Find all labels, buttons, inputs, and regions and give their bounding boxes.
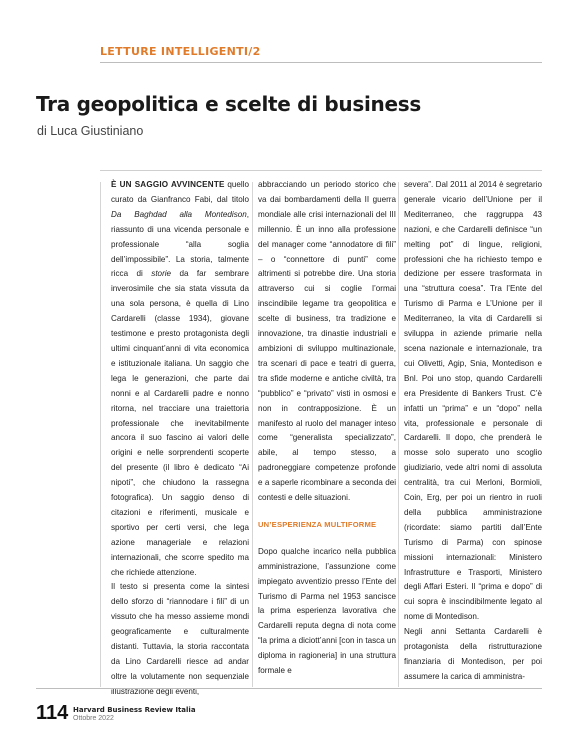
paragraph-text: quello curato da Gianfranco Fabi, dal titolo	[111, 180, 249, 204]
section-kicker	[100, 42, 542, 63]
bottom-divider	[36, 688, 542, 689]
paragraph: Dopo qualche incarico nella pubblica amministrazione, l’assunzione come impiegato avventizio presso l’Ente del Turismo di Parma nel 1953 sancisce la prima esperienza lavorativa che Cardarelli reputa degna di nota come “la prima a diciott’anni [con in tasca un diploma in ragioneria] in una struttura formale e	[258, 546, 396, 676]
subheading: UN’ESPERIENZA MULTIFORME	[258, 519, 377, 529]
paragraph-text: da far sembrare inverosimile che sia stata vissuta da una sola persona, è quella di Lino Cardarelli (classe 1934), giovane testimone e presto protagonista degli ultimi cinquant’anni di vita economica e istituzionale italiana. Un saggio che lega le generazioni, che parte dai nonni e al Cardarelli padre e nonno ritorna, nel tracciare una traiettoria professionale che inevitabilmente ancora il suo fascino ai valori delle origini e nelle sorprendenti scoperte del presente (il libro è dedicato “Ai nipoti”, che chiudono la rassegna fotografica). Un saggio denso di citazioni e riferimenti, musicale e sportivo per certi versi, che lega azione manageriale e relazioni internazionali, che scorre spedito ma che richiede attenzione.	[111, 269, 249, 577]
page-number: 114	[36, 702, 69, 724]
paragraph	[111, 178, 249, 580]
paragraph: Negli anni Settanta Cardarelli è protagonista della ristrutturazione finanziaria di Montedison, per poi assumere la carica di amministra-	[404, 627, 542, 681]
top-divider	[100, 170, 542, 171]
kicker-label: LETTURE INTELLIGENTI/2	[100, 45, 261, 58]
column-divider	[398, 182, 399, 687]
text-column-2	[258, 178, 396, 679]
paragraph: severa”. Dal 2011 al 2014 è segretario generale vicario dell’Unione per il Mediterraneo, che raggruppa 43 nazioni, e che Cardarelli definisce “un melting pot” di lingue, religioni, professioni che ha richiesto tempo e dedizione per essere trasformata in una “struttura coesa”. Tra l’Ente del Turismo di Parma e L’Unione per il Mediterraneo, la vita di Cardarelli si sviluppa in aziende primarie nella scena nazionale e internazionale, tra cui Olivetti, Agip, Snia, Montedison e Bnl. Poi uno stop, quando Cardarelli era Presidente di Bankers Trust. C’è infatti un “prima” e un “dopo” nella vita, professionale e personale di Cardarelli. Il dopo, che prenderà le mosse solo superato uno scoglio giudiziario, vede altri nomi di assoluta centralità, tra cui Merloni, Bormioli, Coin, Erg, per poi un rientro in ruoli della pubblica amministrazione (ricordate: siamo partiti dall’Ente Turismo di Parma) con spinose missioni internazionali: Ministero Infrastrutture e Trasporti, Ministero degli Affari Esteri. Il “prima e dopo” di cui sopra è inscindibilmente legato al nome di Montedison.	[404, 180, 542, 622]
paragraph: abbracciando un periodo storico che va dai bombardamenti della II guerra mondiale alle crisi internazionali del III millennio. È un inno alla professione del manager come “annodatore di fili” – o “connettore di punti” come altrimenti si potrebbe dire. Una storia attraverso cui si coglie l’ormai inscindibile legame tra geopolitica e scelte di business, tra tradizione e innovazione, tra dinastie industriali e ambizioni di sviluppo multinazionale, tra scenari di pace e teatri di guerra, tra sfide moderne e antiche civiltà, tra “pubblico” e “privato” visti in osmosi e non in contrapposizione. È un manifesto al ruolo del manager inteso come “generalista specializzato”, abile, al tempo stesso, a padroneggiare competenze profonde e a saperle ricombinare a seconda dei contesti e delle situazioni.	[258, 180, 396, 503]
lead-in: È UN SAGGIO AVVINCENTE	[111, 180, 225, 189]
paragraph: Il testo si presenta come la sintesi dello sforzo di “riannodare i fili” di un vissuto che ha messo assieme mondi geograficamente e culturalmente distanti. Tuttavia, la storia raccontata da Lino Cardarelli riesce ad andar oltre la volutamente non sequenziale illustrazione degli eventi,	[111, 582, 249, 696]
text-column-1	[111, 178, 249, 700]
footer-publication	[73, 706, 196, 722]
issue-date: Ottobre 2022	[73, 715, 114, 722]
column-divider	[252, 182, 253, 687]
text-column-3	[404, 178, 542, 685]
article-title: Tra geopolitica e scelte di business	[36, 92, 421, 116]
publication-name: Harvard Business Review Italia	[73, 706, 196, 714]
column-divider	[100, 182, 101, 687]
article-byline: di Luca Giustiniano	[37, 124, 144, 138]
book-title: Da Baghdad alla Montedison	[111, 209, 247, 219]
emphasis: storie	[151, 269, 172, 279]
paragraph-text: , riassunto di una vicenda personale e professionale “alla soglia dell’impossibile”. La storia, talmente ricca di	[111, 209, 249, 279]
